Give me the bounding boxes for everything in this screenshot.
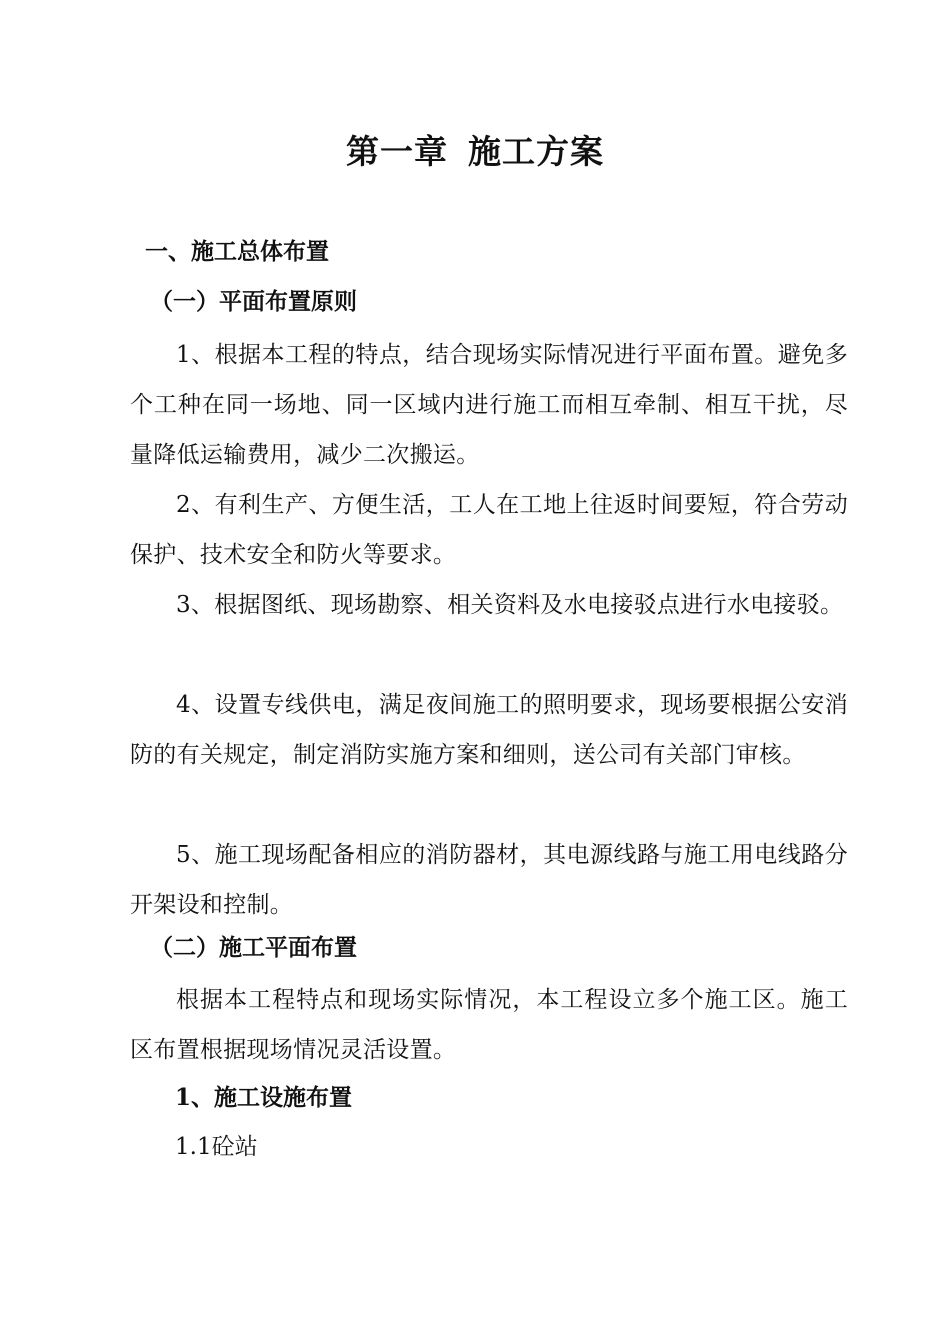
section-heading: 一、施工总体布置 [145, 238, 329, 265]
chapter-title [0, 128, 950, 176]
principle-paragraph-5: 5、施工现场配备相应的消防器材，其电源线路与施工用电线路分开架设和控制。 [130, 842, 848, 918]
chapter-name: 施工方案 [468, 132, 604, 171]
principle-paragraph-4: 4、设置专线供电，满足夜间施工的照明要求，现场要根据公安消防的有关规定，制定消防实施方案和细则，送公司有关部门审核。 [130, 692, 848, 768]
principle-paragraph-3: 3、根据图纸、现场勘察、相关资料及水电接驳点进行水电接驳。 [176, 592, 844, 618]
subsection-heading-principles: （一）平面布置原则 [150, 288, 357, 315]
principle-paragraph-2: 2、有利生产、方便生活，工人在工地上往返时间要短，符合劳动保护、技术安全和防火等要求。 [130, 492, 848, 568]
item-subheading-concrete-station: 1.1砼站 [175, 1134, 258, 1160]
item-heading-facilities: 1、施工设施布置 [175, 1084, 353, 1111]
subsection-heading-layout: （二）施工平面布置 [150, 934, 357, 961]
chapter-number: 第一章 [346, 132, 448, 171]
principle-paragraph-1: 1、根据本工程的特点，结合现场实际情况进行平面布置。避免多个工种在同一场地、同一区域内进行施工而相互牵制、相互干扰，尽量降低运输费用，减少二次搬运。 [130, 342, 848, 468]
layout-paragraph: 根据本工程特点和现场实际情况，本工程设立多个施工区。施工区布置根据现场情况灵活设置。 [130, 987, 848, 1063]
